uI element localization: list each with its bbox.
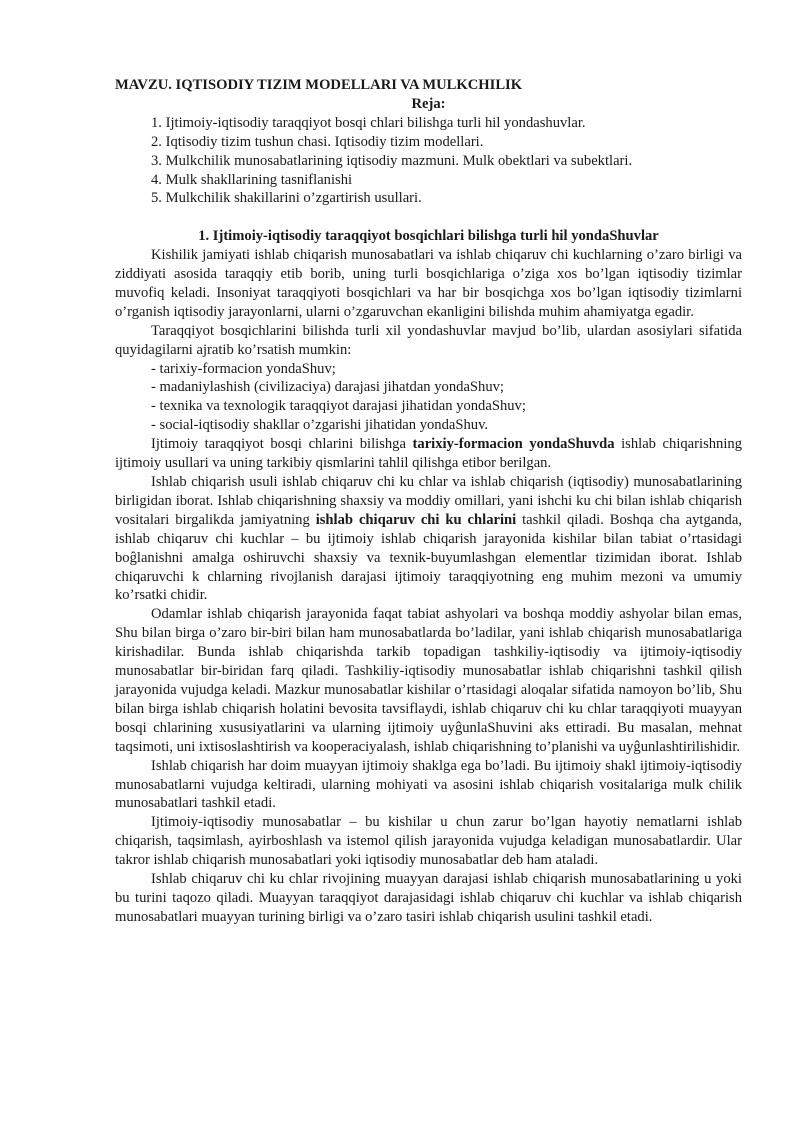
plan-item: 1. Ijtimoiy-iqtisodiy taraqqiyot bosqi chlari bilishga turli hil yondashuvlar. xyxy=(151,114,586,131)
approach-item: - madaniylashish (civilizaciya) darajasi jihatdan yondaShuv; xyxy=(151,379,504,396)
document-title: MAVZU. IQTISODIY TIZIM MODELLARI VA MULKCHILIK xyxy=(115,77,523,93)
plan-list xyxy=(115,114,742,209)
paragraph-4-text: Ishlab chiqarish usuli ishlab chiqaruv chi ku chlar va ishlab chiqarish (iqtisodiy) munosabatlarining birligidan iborat. Ishlab chiqarishning shaxsiy va moddiy omillari, yani ishchi ku chi bilan ishlab chiqarish vositalari birgalikda jamiyatning xyxy=(115,474,742,528)
document-page xyxy=(115,76,742,927)
plan-item: 2. Iqtisodiy tizim tushun chasi. Iqtisodiy tizim modellari. xyxy=(151,133,484,150)
paragraph-5: Odamlar ishlab chiqarish jarayonida faqat tabiat ashyolari va boshqa moddiy ashyolar bilan emas, Shu bilan birga o’zaro bir-biri bilan ham munosabatlarda bo’ladilar, yani ishlab chiqarish munosabatlariga kirishadilar. Bunda ishlab chiqarishda tarkib topadigan tashkiliy-iqtisodiy va ijtimoiy-iqtisodiy munosabatlar bir-biridan farq qiladi. Tashkiliy-iqtisodiy munosabatlar ishlab chiqarishni tashkil qilish jarayonida vujudga keladi. Mazkur munosabatlar kishilar o’rtasidagi aloqalar sifatida namoyon bo’lib, Shu bilan birga ishlab chiqarish holatini bevosita tavsiflaydi, ishlab chiqaruv chi ku chlar taraqqiyoti muayyan bosqi chlarining xususiyatlarini va ularning ijtimoiy uyĝunlaShuvini aks ettiradi. Bu masalan, mehnat taqsimoti, uni ixtisoslashtirish va kooperaciyalash, ishlab chiqarishning to’planishi va uyĝunlashtirilishidir. xyxy=(115,606,742,755)
paragraph-6: Ishlab chiqarish har doim muayyan ijtimoiy shaklga ega bo’ladi. Bu ijtimoiy shakl ijtimoiy-iqtisodiy munosabatlarni vujudga keltiradi, ularning mohiyati va asosini ishlab chiqarish vositalariga mulk chilik munosabatlari tashkil etadi. xyxy=(115,757,742,812)
paragraph-2: Taraqqiyot bosqichlarini bilishda turli xil yondashuvlar mavjud bo’lib, ulardan asosiylari sifatida quyidagilarni ajratib ko’rsatish mumkin: xyxy=(115,322,742,358)
approach-item: - texnika va texnologik taraqqiyot darajasi jihatidan yondaShuv; xyxy=(151,398,526,415)
paragraph-3-text: ishlab chiqarishning ijtimoiy usullari va uning tarkibiy qismlarini tahlil qilishga etibor berilgan. xyxy=(115,436,742,472)
section-heading: 1. Ijtimoiy-iqtisodiy taraqqiyot bosqichlari bilishga turli hil yondaShuvlar xyxy=(198,228,659,245)
approach-item: - tarixiy-formacion yondaShuv; xyxy=(151,360,336,377)
paragraph-4-emphasis: ishlab chiqaruv chi ku chlarini xyxy=(315,511,517,528)
paragraph-3-text: Ijtimoiy taraqqiyot bosqi chlarini bilishga xyxy=(151,436,413,453)
approach-item: - social-iqtisodiy shakllar o’zgarishi jihatidan yondaShuv. xyxy=(151,417,489,434)
paragraph-4 xyxy=(115,473,742,605)
paragraph-8: Ishlab chiqaruv chi ku chlar rivojining muayyan darajasi ishlab chiqarish munosabatlarining u yoki bu turini taqozo qiladi. Muayyan taraqqiyot darajasidagi ishlab chiqaruv chi kuchlar va ishlab chiqarish munosabatlari muayyan turining birligi va o’zaro tasiri ishlab chiqarish usulini tashkil etadi. xyxy=(115,871,742,925)
paragraph-1: Kishilik jamiyati ishlab chiqarish munosabatlari va ishlab chiqaruv chi kuchlarning o’zaro birligi va ziddiyati asosida taraqqiy etib borib, uning turli bosqichlariga o’ziga xos bo’lgan iqtisodiy tizimlar muvofiq keladi. Insoniyat taraqqiyoti bosqichlari va har bir bosqichga xos bo’lgan iqtisodiy tizimlarni o’rganish iqtisodiy jarayonlarni, ularni o’zgaruvchan ekanligini bilishda muhim ahamiyatga egadir. xyxy=(115,247,742,320)
plan-heading: Reja: xyxy=(411,95,446,112)
plan-item: 5. Mulkchilik shakillarini o’zgartirish usullari. xyxy=(151,190,422,207)
plan-item: 3. Mulkchilik munosabatlarining iqtisodiy mazmuni. Mulk obektlari va subektlari. xyxy=(151,152,633,169)
plan-item: 4. Mulk shakllarining tasniflanishi xyxy=(151,171,353,188)
paragraph-3-emphasis: tarixiy-formacion yondaShuvda xyxy=(412,436,615,453)
paragraph-7: Ijtimoiy-iqtisodiy munosabatlar – bu kishilar u chun zarur bo’lgan hayotiy nematlarni ishlab chiqarish, taqsimlash, ayirboshlash va istemol qilish jarayonida vujudga keladigan munosabatlardir. Ular takror ishlab chiqarish munosabatlari yoki iqtisodiy munosabatlar deb ham ataladi. xyxy=(115,814,742,869)
paragraph-4-text: tashkil qiladi. Boshqa cha aytganda, ishlab chiqaruv chi kuchlar – bu ijtimoiy ishlab chiqarish jarayonida kishilar bilan tabiat o’rtasidagi boĝlanishni amalga oshiruvchi shaxsiy va texnik-buyumlashgan elementlar tizimidan iborat. Ishlab chiqaruvchi k chlarning rivojlanish darajasi ijtimoiy taraqqiyotning eng muhim mezoni va umumiy ko’rsatki chidir. xyxy=(115,511,742,604)
paragraph-3 xyxy=(115,435,742,473)
